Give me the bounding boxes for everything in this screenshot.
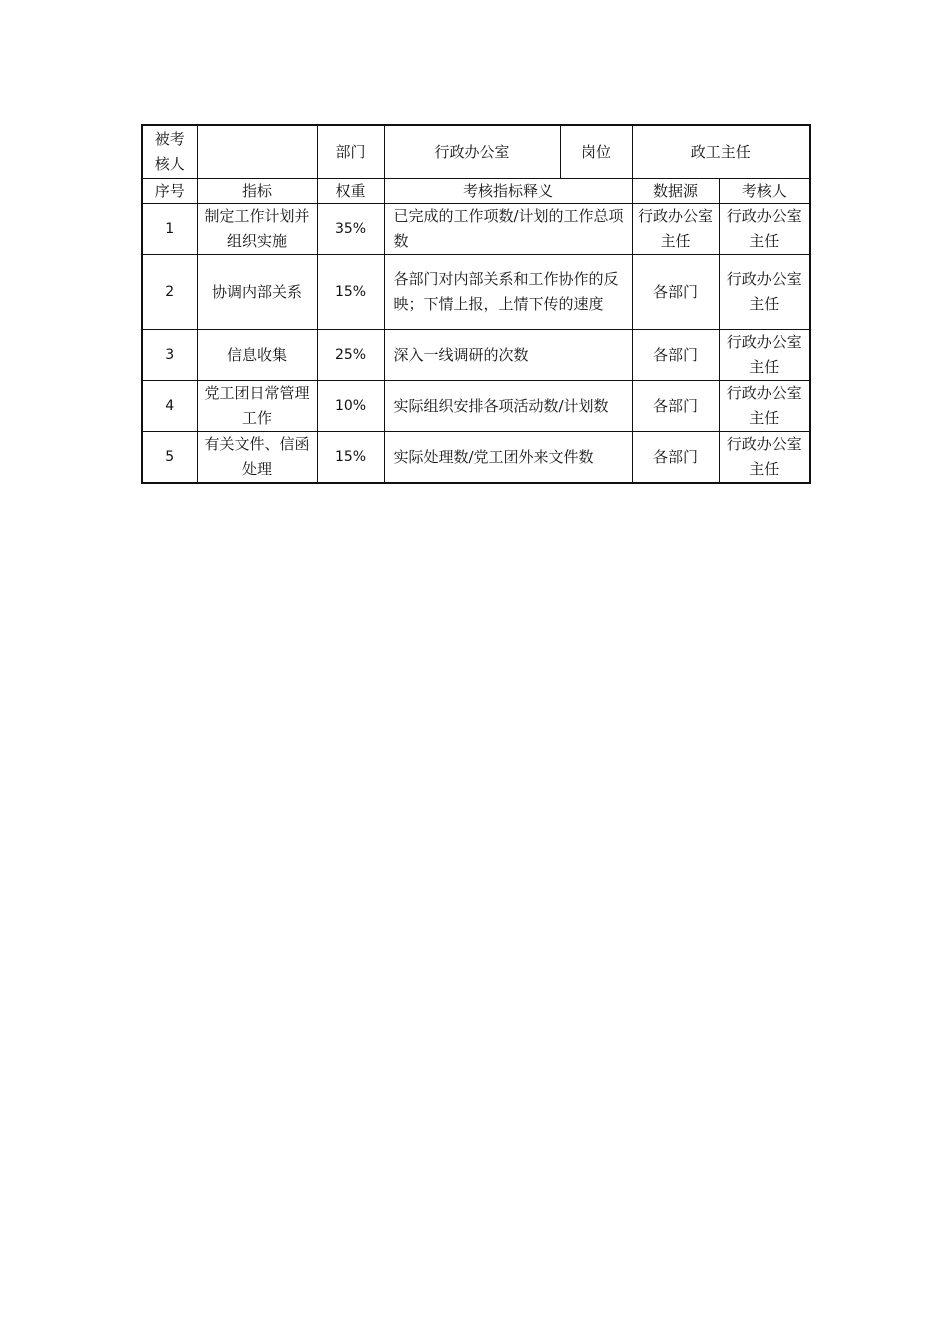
row-index: 5 bbox=[142, 432, 197, 484]
row-indicator: 制定工作计划并组织实施 bbox=[197, 204, 317, 255]
row-weight: 35% bbox=[317, 204, 384, 255]
table-row bbox=[142, 330, 810, 381]
row-assessor: 行政办公室主任 bbox=[719, 381, 810, 432]
col-header-data-source: 数据源 bbox=[632, 179, 719, 204]
row-weight: 25% bbox=[317, 330, 384, 381]
row-indicator: 党工团日常管理工作 bbox=[197, 381, 317, 432]
table-row bbox=[142, 204, 810, 255]
row-indicator: 协调内部关系 bbox=[197, 255, 317, 330]
department-value: 行政办公室 bbox=[384, 125, 560, 179]
row-indicator: 有关文件、信函处理 bbox=[197, 432, 317, 484]
row-weight: 15% bbox=[317, 432, 384, 484]
row-index: 4 bbox=[142, 381, 197, 432]
row-definition: 深入一线调研的次数 bbox=[384, 330, 632, 381]
position-value: 政工主任 bbox=[632, 125, 810, 179]
row-definition: 实际组织安排各项活动数/计划数 bbox=[384, 381, 632, 432]
table-row bbox=[142, 255, 810, 330]
col-header-assessor: 考核人 bbox=[719, 179, 810, 204]
col-header-indicator: 指标 bbox=[197, 179, 317, 204]
row-data-source: 各部门 bbox=[632, 381, 719, 432]
row-weight: 15% bbox=[317, 255, 384, 330]
row-weight: 10% bbox=[317, 381, 384, 432]
row-index: 2 bbox=[142, 255, 197, 330]
row-definition: 已完成的工作项数/计划的工作总项数 bbox=[384, 204, 632, 255]
table-row bbox=[142, 381, 810, 432]
assessee-label: 被考核人 bbox=[142, 125, 197, 179]
col-header-index: 序号 bbox=[142, 179, 197, 204]
row-index: 1 bbox=[142, 204, 197, 255]
kpi-table bbox=[141, 124, 811, 484]
col-header-definition: 考核指标释义 bbox=[384, 179, 632, 204]
row-data-source: 各部门 bbox=[632, 255, 719, 330]
row-data-source: 各部门 bbox=[632, 432, 719, 484]
assessee-value bbox=[197, 125, 317, 179]
row-data-source: 各部门 bbox=[632, 330, 719, 381]
row-data-source: 行政办公室主任 bbox=[632, 204, 719, 255]
row-assessor: 行政办公室主任 bbox=[719, 330, 810, 381]
row-assessor: 行政办公室主任 bbox=[719, 432, 810, 484]
department-label: 部门 bbox=[317, 125, 384, 179]
row-assessor: 行政办公室主任 bbox=[719, 204, 810, 255]
row-index: 3 bbox=[142, 330, 197, 381]
row-indicator: 信息收集 bbox=[197, 330, 317, 381]
col-header-weight: 权重 bbox=[317, 179, 384, 204]
position-label: 岗位 bbox=[560, 125, 632, 179]
column-header-row bbox=[142, 179, 810, 204]
row-definition: 各部门对内部关系和工作协作的反映；下情上报，上情下传的速度 bbox=[384, 255, 632, 330]
row-definition: 实际处理数/党工团外来文件数 bbox=[384, 432, 632, 484]
row-assessor: 行政办公室主任 bbox=[719, 255, 810, 330]
table-row bbox=[142, 432, 810, 484]
kpi-sheet bbox=[141, 124, 809, 484]
header-info-row bbox=[142, 125, 810, 179]
